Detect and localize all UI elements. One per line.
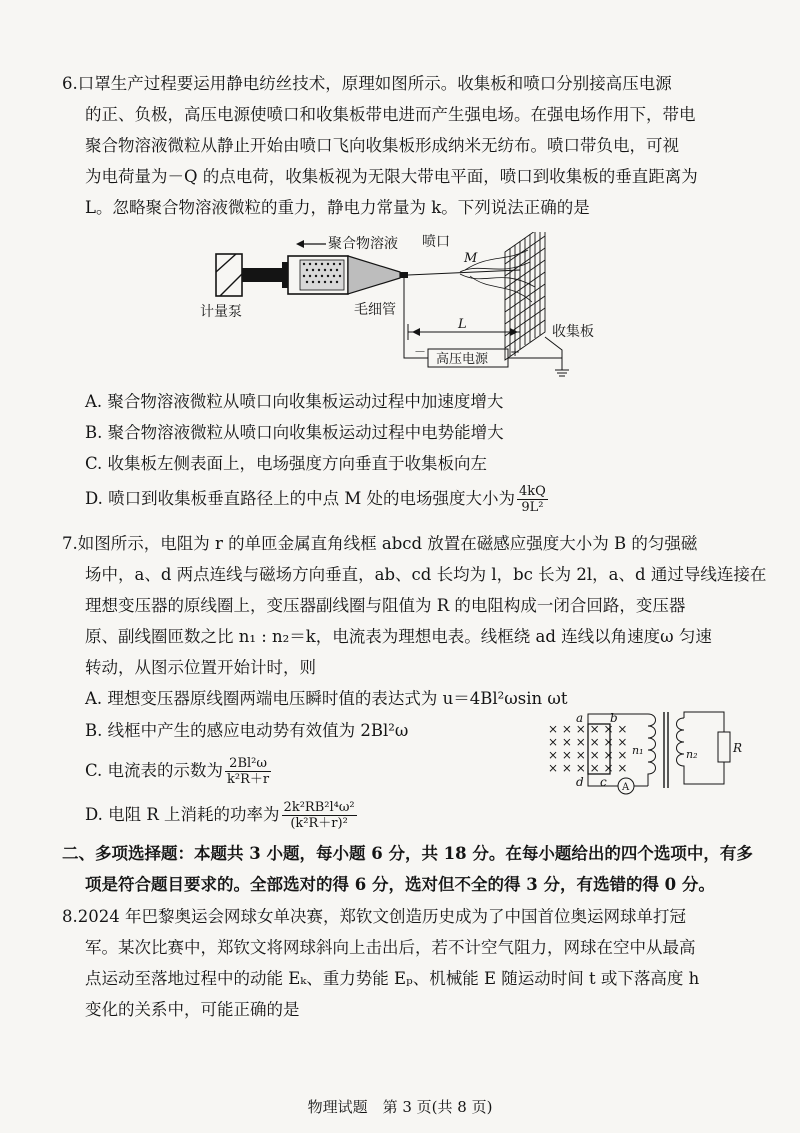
q6-line-3: 聚合物溶液微粒从静止开始由喷口飞向收集板形成纳米无纺布。喷口带负电，可视 (85, 136, 679, 155)
q8-line-3: 点运动至落地过程中的动能 Eₖ、重力势能 Eₚ、机械能 E 随运动时间 t 或下落高度 h (85, 969, 700, 988)
q6-option-d-fraction: $\frac{4kQ}{\text{9L²}}$ (519, 484, 546, 515)
section2-line-2: 项是符合题目要求的。全部选对的得 6 分，选对但不全的得 3 分，有选错的得 0 分。 (85, 875, 715, 894)
q7-line-4: 原、副线圈匝数之比 n₁ : n₂＝k，电流表为理想电表。线框绕 ad 连线以角速度ω 匀速 (85, 627, 712, 646)
transformer-figure (540, 708, 750, 803)
q8-line-4: 变化的关系中，可能正确的是 (85, 1000, 300, 1019)
label-pump: 计量泵 (200, 304, 242, 320)
field-row-3: × × × × × × (548, 748, 628, 762)
q7-option-c (85, 756, 271, 787)
q6-option-c: C. 收集板左侧表面上，电场强度方向垂直于收集板向左 (85, 454, 488, 473)
q8-line-2: 军。某次比赛中，郑钦文将网球斜向上击出后，若不计空气阻力，网球在空中从最高 (85, 938, 696, 957)
q8-line-1: 8.2024 年巴黎奥运会网球女单决赛，郑钦文创造历史成为了中国首位奥运网球单打冠 (62, 907, 686, 926)
q7-line-3: 理想变压器的原线圈上，变压器副线圈与阻值为 R 的电阻构成一闭合回路，变压器 (85, 596, 686, 615)
q7-option-c-fraction: $\frac{\text{2Bl²ω}}{\text{k²R＋r}}$ (227, 756, 270, 787)
label-distance: L (458, 317, 467, 332)
q6-line-1: 6.口罩生产过程要运用静电纺丝技术，原理如图所示。收集板和喷口分别接高压电源 (62, 74, 672, 93)
field-row-4: × × × × × × (548, 761, 628, 775)
q7-option-d-text: D. 电阻 R 上消耗的功率为 (85, 805, 280, 824)
label-r: R (733, 741, 743, 755)
label-minus: － (414, 345, 427, 359)
field-row-1: × × × × × × (548, 722, 628, 736)
label-plus: + (510, 345, 521, 359)
label-a: a (576, 711, 584, 725)
q7-option-b: B. 线框中产生的感应电动势有效值为 2Bl²ω (85, 721, 409, 740)
label-b: b (610, 711, 618, 725)
q7-option-d (85, 800, 357, 831)
label-power: 高压电源 (436, 352, 489, 367)
label-solution: 聚合物溶液 (328, 236, 398, 252)
page-footer: 物理试题 第 3 页(共 8 页) (307, 1098, 493, 1116)
label-collector: 收集板 (552, 324, 594, 340)
ammeter-icon: A (622, 782, 630, 793)
q6-line-5: L。忽略聚合物溶液微粒的重力，静电力常量为 k。下列说法正确的是 (85, 198, 590, 217)
q7-line-5: 转动，从图示位置开始计时，则 (85, 658, 316, 677)
q6-line-2: 的正、负极，高压电源使喷口和收集板带电进而产生强电场。在强电场作用下，带电 (85, 105, 696, 124)
label-c: c (600, 775, 607, 789)
section2-line-1: 二、多项选择题：本题共 3 小题，每小题 6 分，共 18 分。在每小题给出的四个选项中，有多 (62, 844, 753, 863)
label-nozzle: 喷口 (422, 234, 450, 250)
q7-line-1: 7.如图所示，电阻为 r 的单匝金属直角线框 abcd 放置在磁感应强度大小为 B 的匀强磁 (62, 534, 698, 553)
label-d: d (576, 775, 584, 789)
electrospinning-figure (200, 232, 600, 382)
q6-option-b: B. 聚合物溶液微粒从喷口向收集板运动过程中电势能增大 (85, 423, 504, 442)
q6-line-4: 为电荷量为－Q 的点电荷，收集板视为无限大带电平面，喷口到收集板的垂直距离为 (85, 167, 698, 186)
q7-option-d-fraction: $\frac{\text{2k²RB²l⁴ω²}}{\text{(k²R＋r)²}}$ (283, 800, 355, 831)
q7-option-c-text: C. 电流表的示数为 (85, 761, 224, 780)
q7-option-a: A. 理想变压器原线圈两端电压瞬时值的表达式为 u＝4Bl²ωsin ωt (85, 689, 568, 708)
q6-option-d-text: D. 喷口到收集板垂直路径上的中点 M 处的电场强度大小为 (85, 489, 516, 508)
label-m: M (464, 251, 478, 266)
q6-option-d (85, 484, 548, 515)
label-n2: n₂ (686, 748, 698, 761)
q7-line-2: 场中，a、d 两点连线与磁场方向垂直，ab、cd 长均为 l，bc 长为 2l，a、d 通过导线连接在 (85, 565, 767, 584)
q6-option-a: A. 聚合物溶液微粒从喷口向收集板运动过程中加速度增大 (85, 392, 504, 411)
label-capillary: 毛细管 (354, 302, 396, 318)
label-n1: n₁ (632, 744, 644, 757)
field-row-2: × × × × × × (548, 735, 628, 749)
